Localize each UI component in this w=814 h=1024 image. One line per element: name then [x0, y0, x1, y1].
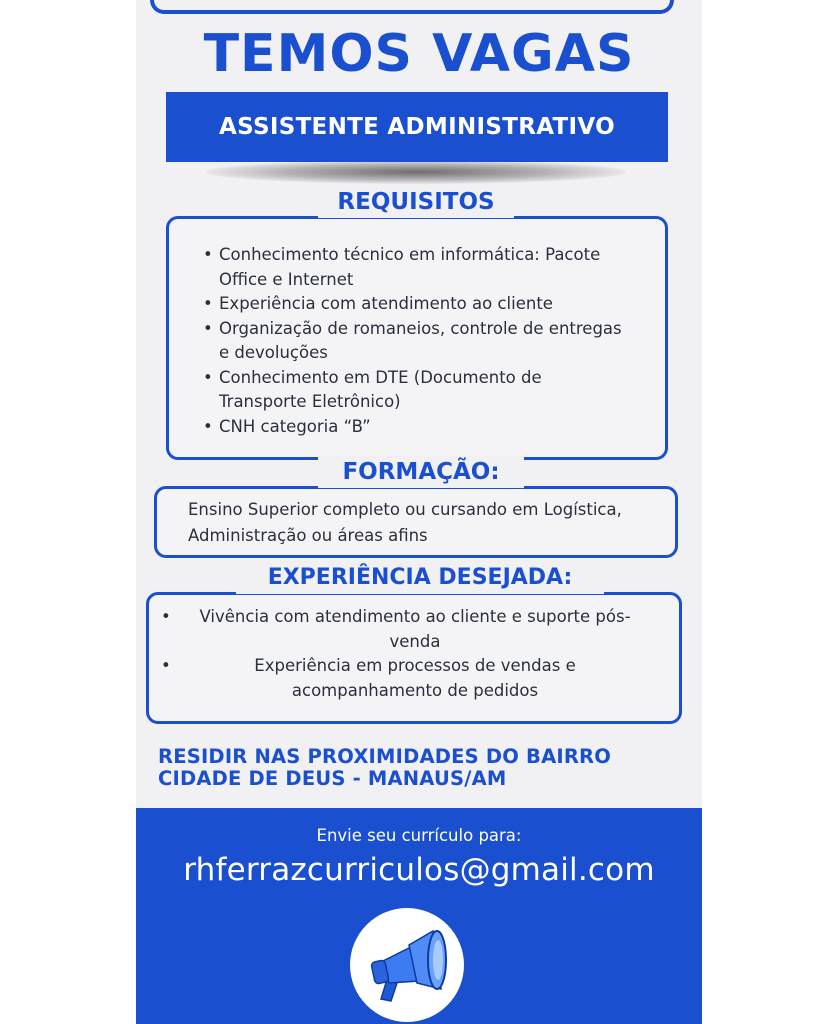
formacao-text: Ensino Superior completo ou cursando em Logística, Administração ou áreas afins [188, 500, 622, 545]
requisitos-title: REQUISITOS [318, 186, 514, 218]
cta-text: Envie seu currículo para: [316, 826, 522, 845]
requisitos-list [203, 243, 633, 439]
list-item: • Experiência em processos de vendas e acompanhamento de pedidos [161, 654, 661, 703]
top-decorative-bar [150, 0, 674, 14]
contact-footer [136, 808, 702, 1024]
list-item: • Conhecimento técnico em informática: Pacote Office e Internet [203, 243, 633, 292]
list-item: • Organização de romaneios, controle de entregas e devoluções [203, 317, 633, 366]
list-item: • Experiência com atendimento ao cliente [203, 292, 633, 317]
contact-email[interactable]: rhferrazcurriculos@gmail.com [183, 852, 655, 888]
location-requirement: RESIDIR NAS PROXIMIDADES DO BAIRRO CIDADE DE DEUS - MANAUS/AM [158, 745, 612, 790]
experiencia-title: EXPERIÊNCIA DESEJADA: [236, 562, 604, 594]
requisitos-box [166, 216, 668, 460]
job-role-title: ASSISTENTE ADMINISTRATIVO [219, 114, 615, 140]
megaphone-icon [359, 917, 455, 1013]
experiencia-box [146, 592, 682, 724]
headline: TEMOS VAGAS [203, 24, 635, 84]
megaphone-badge [350, 908, 464, 1022]
list-item: • CNH categoria “B” [203, 415, 633, 440]
role-box-shadow [206, 160, 626, 184]
formacao-title: FORMAÇÃO: [318, 456, 524, 488]
job-poster [136, 0, 702, 1024]
job-role-banner [166, 92, 668, 162]
list-item: • Conhecimento em DTE (Documento de Transporte Eletrônico) [203, 366, 633, 415]
experiencia-list [161, 605, 661, 703]
list-item: • Vivência com atendimento ao cliente e suporte pós-venda [161, 605, 661, 654]
